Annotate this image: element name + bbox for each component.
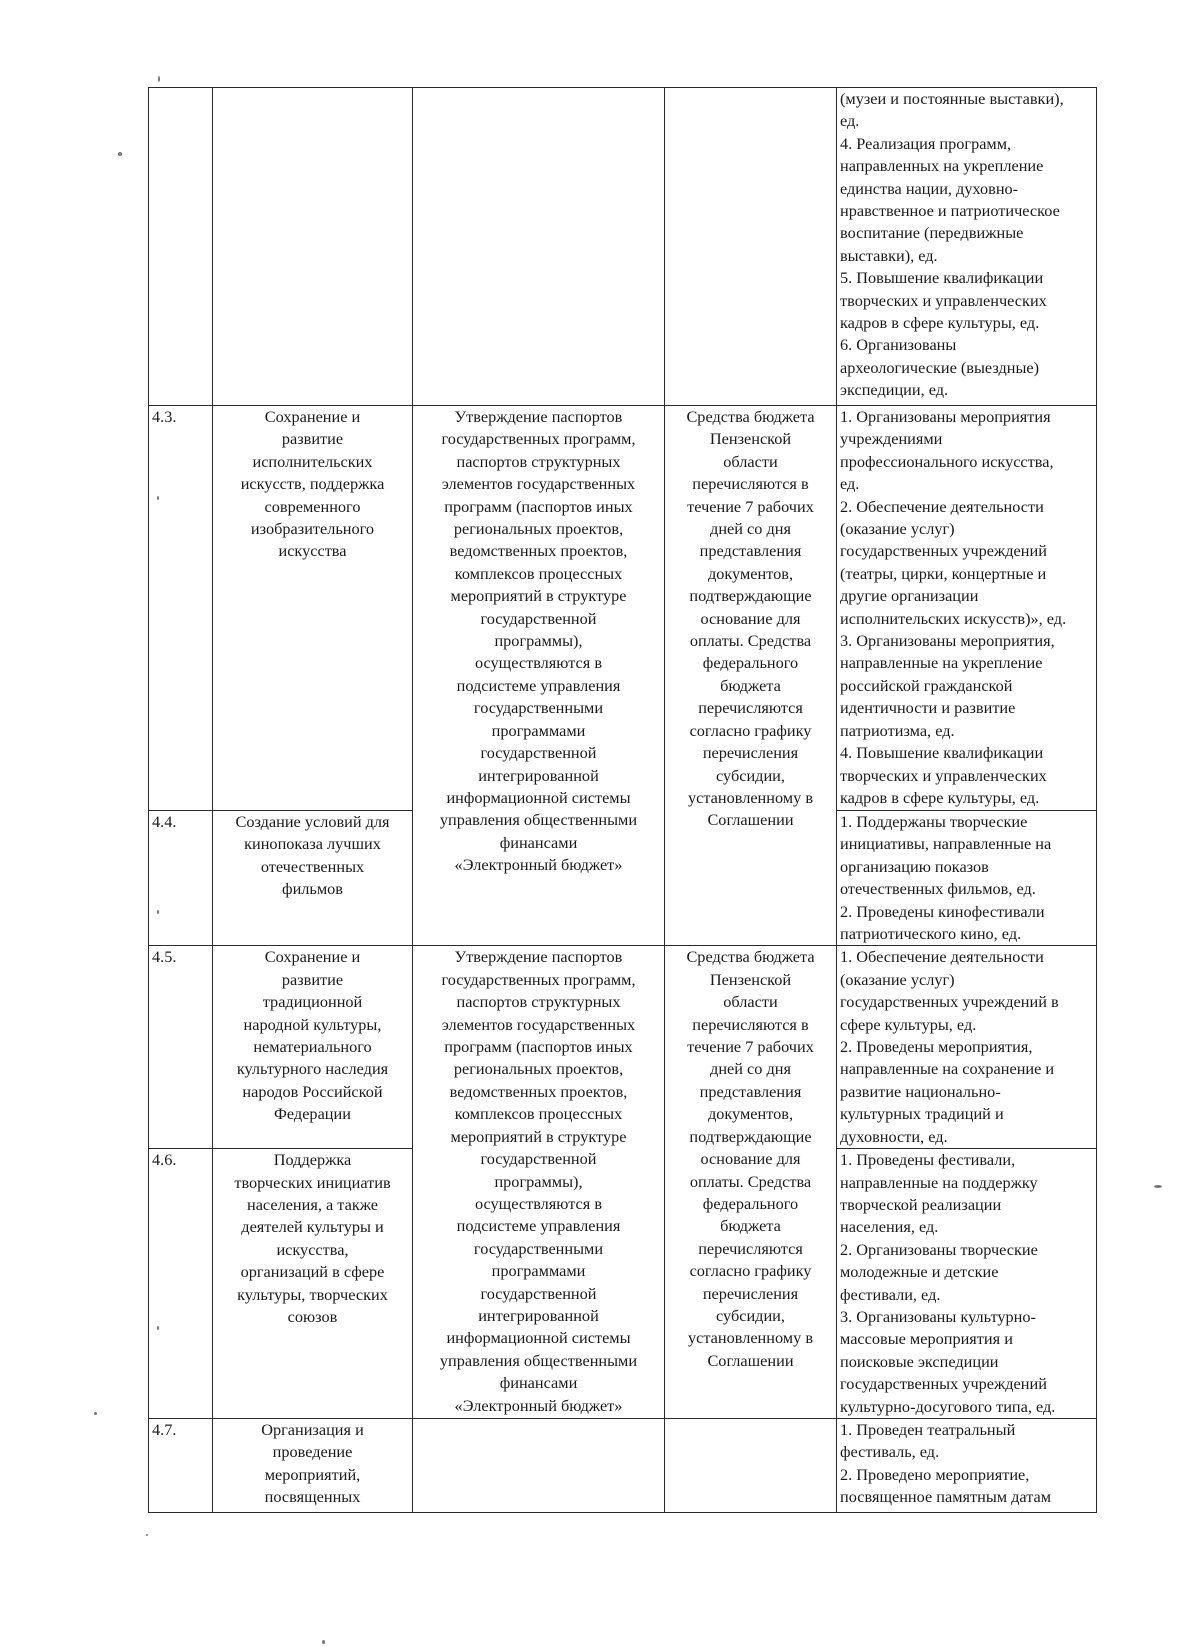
results-cell: 1. Проведены фестивали, направленные на поддержку творческой реализации населения, ед. 2. Организованы творческие молодежные и детские фестивали, ед. 3. Организованы культурно- массовые мероприятия и поисковые экспедиции государственных учреждений культурно-досугового типа, ед. bbox=[837, 1149, 1097, 1419]
results-cell: 1. Организованы мероприятия учреждениями профессионального искусства, ед. 2. Обеспечение деятельности (оказание услуг) государственных учреждений (театры, цирки, концертные и другие организации исполнительских искусств)», ед. 3. Организованы мероприятия, направленные на укрепление российской гражданской идентичности и развитие патриотизма, ед. 4. Повышение квалификации творческих и управленческих кадров в сфере культуры, ед. bbox=[837, 406, 1097, 811]
activity-name-cell: Поддержка творческих инициатив населения, а также деятелей культуры и искусства, организаций в сфере культуры, творческих союзов bbox=[213, 1149, 413, 1419]
scan-speck bbox=[118, 152, 122, 156]
row-number-cell: 4.7. bbox=[149, 1418, 213, 1512]
row-number-cell: 4.5. bbox=[149, 946, 213, 1149]
scan-speck bbox=[158, 76, 160, 82]
procedure-cell bbox=[413, 88, 665, 406]
procedure-cell: Утверждение паспортов государственных программ, паспортов структурных элементов государственных программ (паспортов иных региональных проектов, ведомственных проектов, комплексов процессных мероприятий в структуре государственной программы), осуществляются в подсистеме управления государственными программами государственной интегрированной информационной системы управления общественными финансами «Электронный бюджет» bbox=[413, 946, 665, 1419]
scan-speck bbox=[1154, 1185, 1162, 1188]
table-row bbox=[149, 88, 1097, 406]
program-table bbox=[148, 87, 1097, 1513]
table-row bbox=[149, 406, 1097, 811]
financing-cell bbox=[665, 1418, 837, 1512]
activity-name-cell: Создание условий для кинопоказа лучших отечественных фильмов bbox=[213, 811, 413, 946]
financing-cell: Средства бюджета Пензенской области перечисляются в течение 7 рабочих дней со дня представления документов, подтверждающие основание для оплаты. Средства федерального бюджета перечисляются согласно графику перечисления субсидии, установленному в Соглашении bbox=[665, 946, 837, 1419]
scan-speck bbox=[146, 1534, 148, 1536]
activity-name-cell: Организация и проведение мероприятий, посвященных bbox=[213, 1418, 413, 1512]
row-number-cell: 4.3. bbox=[149, 406, 213, 811]
procedure-cell bbox=[413, 1418, 665, 1512]
row-number-cell: 4.6. bbox=[149, 1149, 213, 1419]
table-row bbox=[149, 1418, 1097, 1512]
activity-name-cell: Сохранение и развитие исполнительских искусств, поддержка современного изобразительного искусства bbox=[213, 406, 413, 811]
procedure-cell: Утверждение паспортов государственных программ, паспортов структурных элементов государственных программ (паспортов иных региональных проектов, ведомственных проектов, комплексов процессных мероприятий в структуре государственной программы), осуществляются в подсистеме управления государственными программами государственной интегрированной информационной системы управления общественными финансами «Электронный бюджет» bbox=[413, 406, 665, 946]
table-row bbox=[149, 946, 1097, 1149]
scan-speck bbox=[322, 1640, 325, 1644]
financing-cell: Средства бюджета Пензенской области перечисляются в течение 7 рабочих дней со дня представления документов, подтверждающие основание для оплаты. Средства федерального бюджета перечисляются согласно графику перечисления субсидии, установленному в Соглашении bbox=[665, 406, 837, 946]
activity-name-cell: Сохранение и развитие традиционной народной культуры, нематериального культурного наследия народов Российской Федерации bbox=[213, 946, 413, 1149]
results-cell: 1. Проведен театральный фестиваль, ед. 2. Проведено мероприятие, посвященное памятным датам bbox=[837, 1418, 1097, 1512]
scan-speck bbox=[94, 1412, 97, 1415]
results-cell: (музеи и постоянные выставки), ед. 4. Реализация программ, направленных на укрепление единства нации, духовно- нравственное и патриотическое воспитание (передвижные выставки), ед. 5. Повышение квалификации творческих и управленческих кадров в сфере культуры, ед. 6. Организованы археологические (выездные) экспедиции, ед. bbox=[837, 88, 1097, 406]
row-number-cell: 4.4. bbox=[149, 811, 213, 946]
financing-cell bbox=[665, 88, 837, 406]
results-cell: 1. Поддержаны творческие инициативы, направленные на организацию показов отечественных фильмов, ед. 2. Проведены кинофестивали патриотического кино, ед. bbox=[837, 811, 1097, 946]
results-cell: 1. Обеспечение деятельности (оказание услуг) государственных учреждений в сфере культуры, ед. 2. Проведены мероприятия, направленные на сохранение и развитие национально- культурных традиций и духовности, ед. bbox=[837, 946, 1097, 1149]
row-number-cell bbox=[149, 88, 213, 406]
activity-name-cell bbox=[213, 88, 413, 406]
